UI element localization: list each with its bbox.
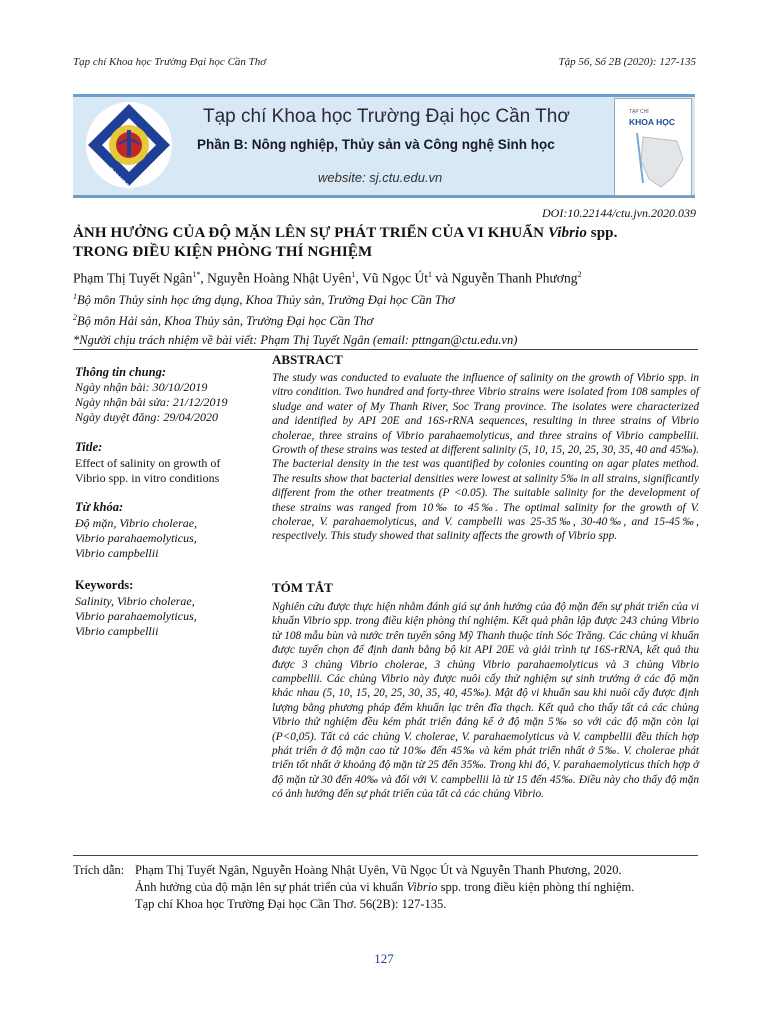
tomtat-heading: TÓM TẮT <box>272 580 333 595</box>
date-revised: Ngày nhận bài sửa: 21/12/2019 <box>75 395 228 409</box>
tukhoa-line: Độ mặn, Vibrio cholerae, <box>75 516 198 530</box>
date-accepted: Ngày duyệt đăng: 29/04/2020 <box>75 410 218 424</box>
citation-line2a: Ảnh hưởng của độ mặn lên sự phát triển của vi khuẩn <box>135 880 407 894</box>
citation <box>73 862 703 913</box>
running-header-left: Tạp chí Khoa học Trường Đại học Cần Thơ <box>73 56 267 68</box>
doi[interactable]: DOI:10.22144/ctu.jvn.2020.039 <box>542 206 696 220</box>
author-1-sup: 1* <box>192 270 201 279</box>
keyword-line: Salinity, Vibrio cholerae, <box>75 594 195 608</box>
divider-top <box>73 349 698 350</box>
citation-line2b: spp. trong điều kiện phòng thí nghiệm. <box>437 880 635 894</box>
tukhoa-heading: Từ khóa: <box>75 500 124 514</box>
title-line1-end: spp. <box>586 225 618 241</box>
keyword-line: Vibrio campbellii <box>75 624 159 638</box>
abstract-text: The study was conducted to evaluate the influence of salinity on the growth of Vibrio spp. in vitro condition. Two hundred and forty-three Vibrio strains were isolated from 108 samples of sludge and water of My Thanh River, Soc Trang province. The isolates were characterized and identified by API 20E and 16S-rRNA sequences, resulting in three strains of Vibrio cholerae, three strains of Vibrio parahaemolyticus, and three strains of Vibrio campbellii. Growth of these strains was tested at different salinity (5, 10, 15, 20, 25, 30, 35, 40 and 45‰). The bacterial density in the test was quantified by colonies counting on agar plates method. The results show that bacterial densities were lowest at salinity 5‰ in all strains, significantly different from the other treatments (P <0.05). The suitable salinity for the development of these strains was ranged from 10‰ to 45‰. The optimal salinity for the growth of V. cholerae, V. parahaemolyticus, and V. campbelli was 25-35‰, 30-40‰, and 15-45‰, respectively. This study showed that salinity affects the growth of Vibrio spp. <box>272 372 699 543</box>
title-genus: Vibrio <box>547 225 587 241</box>
author-4-sup: 2 <box>577 270 582 279</box>
tomtat-text: Nghiên cứu được thực hiện nhằm đánh giá sự ảnh hưởng của độ mặn đến sự phát triển của vi khuẩn Vibrio spp. trong điều kiện phòng thí nghiệm. Kết quả phân lập được 243 chủng Vibrio từ 108 mẫu bùn và nước trên tuyến sông Mỹ Thanh thuộc tỉnh Sóc Trăng. Các chủng vi khuẩn được tuyển chọn để định danh bằng bộ kit API 20E và giải trình tự 16S-rRNA, kết quả thu được 3 chủng Vibrio cholerae, 3 chủng Vibrio parahaemolyticus và 3 chủng Vibrio campbellii. Các chủng Vibrio này được nuôi cấy thử nghiệm sự sinh trưởng ở các độ mặn khác nhau (5, 10, 15, 20, 25, 30, 35, 40, 45‰). Mật độ vi khuẩn sau khi nuôi cấy được định lượng bằng phương pháp đếm khuẩn lạc trên đĩa thạch. Kết quả cho thấy tất cả các chủng Vibrio thử nghiệm đều kém phát triển đáng kể ở độ mặn 5‰ so với các độ mặn còn lại (P<0,05). Tất cả các chủng V. cholerae, V. parahaemolyticus và V. campbellii đều thích hợp phát triển ở độ mặn cao từ 10‰ đến 45‰ và kém phát triển nhất ở 5‰. V. cholerae phát triển tốt nhất ở khoảng độ mặn từ 25 đến 35‰. Trong khi đó, V. parahaemolyticus thích hợp ở độ mặn từ 30 đến 40‰ và đối với V. campbellii là từ 15 đến 45‰. Điều này cho thấy độ mặn có ảnh hưởng đến sự phát triển của tất cả các chủng Vibrio. <box>272 601 699 801</box>
cover-title-text: KHOA HỌC <box>629 117 675 127</box>
article-title <box>73 224 698 262</box>
journal-website[interactable]: website: sj.ctu.edu.vn <box>318 170 443 185</box>
info-heading: Thông tin chung: <box>75 365 167 379</box>
affiliation-1 <box>73 292 455 308</box>
citation-line3: Tạp chí Khoa học Trường Đại học Cần Thơ. 56(2B): 127-135. <box>135 897 447 911</box>
author-1: Phạm Thị Tuyết Ngân <box>73 270 193 286</box>
author-4: Nguyễn Thanh Phương <box>451 270 578 286</box>
cover-line-text: TẠP CHÍ <box>629 109 649 115</box>
english-title-line: Vibrio spp. in vitro conditions <box>75 471 220 485</box>
aff2-text: Bộ môn Hải sản, Khoa Thủy sản, Trường Đại học Cần Thơ <box>77 314 374 329</box>
title-heading: Title: <box>75 440 103 454</box>
author-2: Nguyễn Hoàng Nhật Uyên <box>207 270 352 286</box>
citation-line1: Phạm Thị Tuyết Ngân, Nguyễn Hoàng Nhật Uyên, Vũ Ngọc Út và Nguyễn Thanh Phương, 2020. <box>135 863 622 877</box>
author-connector: và <box>432 270 452 286</box>
date-received: Ngày nhận bài: 30/10/2019 <box>75 380 208 394</box>
author-3-sup: 1 <box>428 270 432 279</box>
tukhoa-line: Vibrio campbellii <box>75 546 159 560</box>
journal-cover-thumbnail <box>614 98 692 196</box>
journal-title: Tạp chí Khoa học Trường Đại học Cần Thơ <box>203 106 570 127</box>
page-number: 127 <box>374 951 394 966</box>
citation-label: Trích dẫn: <box>73 863 125 877</box>
author-list: Phạm Thị Tuyết Ngân$^{1*}$, Nguyễn Hoàng Nhật Uyên$^1$, Vũ Ngọc $Út^1$ và Nguyễn Thanh Phương$^2$ <box>73 270 582 286</box>
running-header-right: Tập 56, Số 2B (2020): 127-135 <box>558 56 696 68</box>
keyword-line: Vibrio parahaemolyticus, <box>75 609 197 623</box>
journal-subtitle: Phần B: Nông nghiệp, Thủy sản và Công nghệ Sinh học <box>197 137 555 152</box>
title-line1: ẢNH HƯỞNG CỦA ĐỘ MẶN LÊN SỰ PHÁT TRIỂN CỦA VI KHUẨN <box>73 225 548 241</box>
tukhoa-line: Vibrio parahaemolyticus, <box>75 531 197 545</box>
english-title-line: Effect of salinity on growth of <box>75 456 221 470</box>
abstract-heading: ABSTRACT <box>272 352 343 367</box>
affiliation-2 <box>73 313 373 329</box>
aff2-sup: 2 <box>73 313 77 322</box>
university-logo-icon <box>84 100 174 190</box>
aff1-text: Bộ môn Thủy sinh học ứng dụng, Khoa Thủy sản, Trường Đại học Cần Thơ <box>77 293 455 308</box>
author-2-sup: 1 <box>351 270 356 279</box>
author-3: Vũ Ngọc Út <box>362 270 428 286</box>
citation-genus: Vibrio <box>406 880 438 894</box>
corresponding-author: *Người chịu trách nhiệm về bài viết: Phạm Thị Tuyết Ngân (email: pttngan@ctu.edu.vn) <box>73 333 518 347</box>
divider-bottom <box>73 855 698 856</box>
map-icon <box>633 133 687 191</box>
keywords-heading: Keywords: <box>75 578 134 592</box>
title-line2: TRONG ĐIỀU KIỆN PHÒNG THÍ NGHIỆM <box>73 244 373 260</box>
aff1-sup: 1 <box>73 292 77 301</box>
